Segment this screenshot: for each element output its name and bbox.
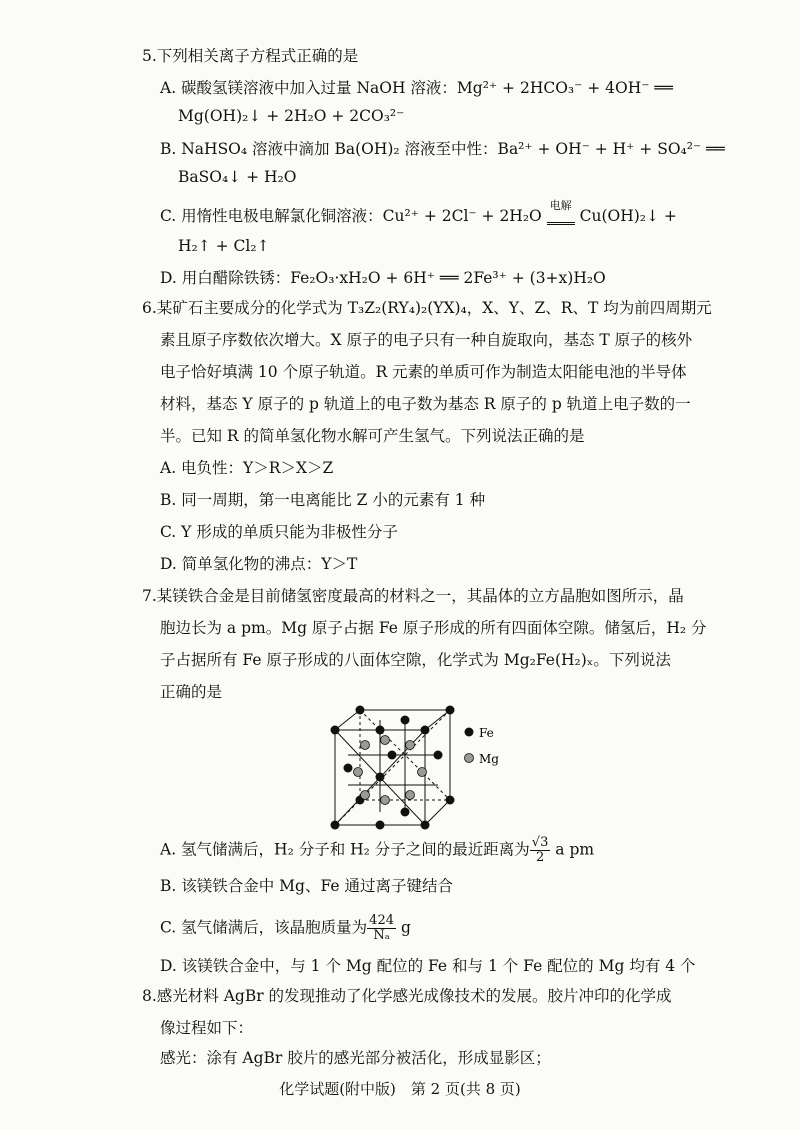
q7-option-a-unit: a pm (555, 840, 595, 859)
legend-fe-label: Fe (479, 726, 494, 740)
q6-stem-line2: 素且原子序数依次增大。X 原子的电子只有一种自旋取向，基态 T 原子的核外 (160, 331, 693, 349)
q6-stem-line3: 电子恰好填满 10 个原子轨道。R 元素的单质可作为制造太阳能电池的半导体 (160, 363, 687, 381)
legend-mg-marker (465, 754, 474, 763)
q7-option-a-fraction (530, 836, 551, 865)
q7-stem-line3: 子占据所有 Fe 原子形成的八面体空隙，化学式为 Mg₂Fe(H₂)ₓ。下列说法 (160, 651, 671, 669)
q7-c-denominator: Nₐ (373, 928, 390, 943)
q5-option-b-line1: B. NaHSO₄ 溶液中滴加 Ba(OH)₂ 溶液至中性：Ba²⁺ + OH⁻ + H⁺ + SO₄²⁻ ══ (160, 140, 725, 158)
q7-stem-line2: 胞边长为 a pm。Mg 原子占据 Fe 原子形成的所有四面体空隙。储氢后，H₂ 分 (160, 619, 707, 637)
q7-option-d: D. 该镁铁合金中，与 1 个 Mg 配位的 Fe 和与 1 个 Fe 配位的 Mg 均有 4 个 (160, 957, 696, 975)
q7-a-denominator: 2 (535, 850, 545, 865)
q7-option-c (160, 914, 411, 943)
q6-option-d: D. 简单氢化物的沸点：Y＞T (160, 555, 358, 573)
q5-option-c-rhs: Cu(OH)₂↓ + (574, 207, 677, 225)
q7-stem-line4: 正确的是 (160, 683, 223, 701)
q6-stem-line1: 6.某矿石主要成分的化学式为 T₃Z₂(RY₄)₂(YX)₄，X、Y、Z、R、T 均为前四周期元 (142, 299, 712, 317)
q6-option-b: B. 同一周期，第一电离能比 Z 小的元素有 1 种 (160, 491, 486, 509)
q7-option-c-unit: g (400, 918, 411, 937)
page-footer: 化学试题(附中版) 第 2 页(共 8 页) (279, 1080, 521, 1098)
q7-option-b: B. 该镁铁合金中 Mg、Fe 通过离子键结合 (160, 877, 453, 895)
q5-option-a-line1: A. 碳酸氢镁溶液中加入过量 NaOH 溶液：Mg²⁺ + 2HCO₃⁻ + 4OH⁻ ══ (160, 79, 673, 97)
diagram-legend (465, 726, 500, 766)
q7-option-a-text: A. 氢气储满后，H₂ 分子和 H₂ 分子之间的最近距离为 (160, 840, 530, 859)
q5-option-d: D. 用白醋除铁锈：Fe₂O₃·xH₂O + 6H⁺ ══ 2Fe³⁺ + (3+x)H₂O (160, 269, 606, 287)
q8-stem-line1: 8.感光材料 AgBr 的发现推动了化学感光成像技术的发展。胶片冲印的化学成 (142, 987, 672, 1005)
q7-option-c-text: C. 氢气储满后，该晶胞质量为 (160, 918, 368, 937)
crystal-cell-diagram (320, 700, 520, 840)
q5-option-c-lhs: C. 用惰性电极电解氯化铜溶液：Cu²⁺ + 2Cl⁻ + 2H₂O (160, 207, 547, 225)
q6-option-c: C. Y 形成的单质只能为非极性分子 (160, 523, 398, 541)
q5-option-c-line1 (160, 199, 677, 226)
q7-a-numerator: √3 (531, 835, 549, 850)
q6-stem-line5: 半。已知 R 的简单氢化物水解可产生氢气。下列说法正确的是 (160, 427, 585, 445)
q6-stem-line4: 材料，基态 Y 原子的 p 轨道上的电子数为基态 R 原子的 p 轨道上电子数的一 (160, 395, 691, 413)
q7-option-a (160, 836, 594, 865)
electrolysis-arrow (547, 199, 575, 225)
electrolysis-condition: 电解 (549, 199, 572, 212)
q5-stem: 5.下列相关离子方程式正确的是 (142, 47, 359, 65)
q8-stem-line3: 感光：涂有 AgBr 胶片的感光部分被活化，形成显影区； (160, 1049, 551, 1067)
q5-option-a-line2: Mg(OH)₂↓ + 2H₂O + 2CO₃²⁻ (178, 107, 405, 125)
q7-c-numerator: 424 (369, 913, 394, 928)
q7-option-c-fraction (367, 914, 396, 943)
q7-stem-line1: 7.某镁铁合金是目前储氢密度最高的材料之一，其晶体的立方晶胞如图所示，晶 (142, 587, 684, 605)
q8-stem-line2: 像过程如下： (160, 1019, 254, 1037)
q6-option-a: A. 电负性：Y＞R＞X＞Z (160, 459, 334, 477)
legend-mg-label: Mg (479, 752, 499, 766)
q5-option-c-line2: H₂↑ + Cl₂↑ (178, 237, 270, 255)
q5-option-b-line2: BaSO₄↓ + H₂O (178, 168, 297, 186)
legend-fe-marker (465, 728, 474, 737)
